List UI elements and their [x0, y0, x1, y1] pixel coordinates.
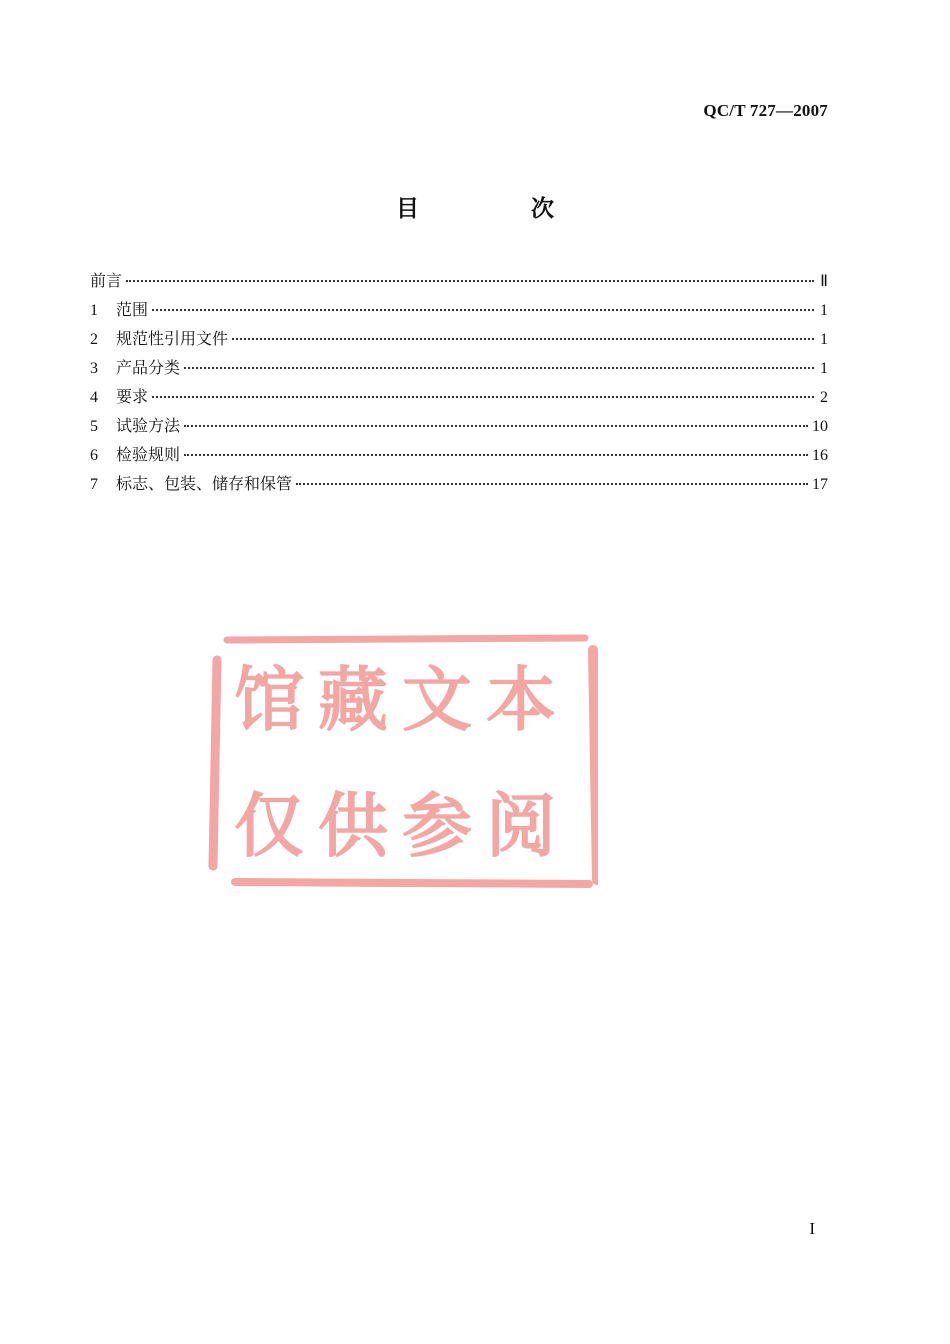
toc-leader-dots: [184, 454, 808, 456]
toc-entry-number: 6: [90, 447, 98, 464]
stamp-line-1: 馆藏文本: [234, 659, 570, 741]
toc-entry-page: 17: [812, 476, 828, 493]
toc-entry-number: 7: [90, 476, 98, 493]
toc-entry-page: 1: [820, 360, 828, 377]
toc-entry-page: 2: [820, 389, 828, 406]
archive-stamp: [205, 634, 598, 888]
toc-entry-test-methods[interactable]: [90, 413, 828, 442]
toc-entry-page: 16: [812, 447, 828, 464]
toc-entry-scope[interactable]: [90, 297, 828, 326]
toc-entry-foreword[interactable]: [90, 268, 828, 297]
toc-entry-text: 标志、包装、储存和保管: [116, 474, 293, 493]
toc-entry-page: Ⅱ: [820, 273, 828, 290]
toc-entry-page: 1: [820, 331, 828, 348]
stamp-line-2: 仅供参阅: [234, 785, 570, 867]
toc-entry-text: 试验方法: [116, 416, 181, 435]
toc-entry-text: 检验规则: [116, 445, 181, 464]
toc-entry-text: 规范性引用文件: [116, 329, 229, 348]
toc-leader-dots: [232, 338, 814, 340]
toc-entry-inspection-rules[interactable]: [90, 442, 828, 471]
toc-entry-number: 1: [90, 302, 98, 319]
toc-entry-marking-packaging[interactable]: [90, 471, 828, 500]
toc-leader-dots: [152, 396, 814, 398]
toc-leader-dots: [296, 483, 808, 485]
toc-leader-dots: [184, 367, 814, 369]
toc-entry-number: 5: [90, 418, 98, 435]
toc-entry-text: 前言: [90, 271, 123, 290]
standard-code: QC/T 727—2007: [703, 101, 828, 120]
toc-leader-dots: [126, 280, 814, 282]
toc-title: 目 次: [395, 196, 606, 222]
toc-leader-dots: [152, 309, 814, 311]
toc-entry-page: 1: [820, 302, 828, 319]
toc-entry-requirements[interactable]: [90, 384, 828, 413]
toc-entry-normative-references[interactable]: [90, 326, 828, 355]
table-of-contents: [90, 268, 828, 500]
toc-entry-page: 10: [812, 418, 828, 435]
toc-entry-text: 产品分类: [116, 358, 181, 377]
page-number: I: [809, 1219, 815, 1238]
toc-entry-classification[interactable]: [90, 355, 828, 384]
toc-entry-number: 4: [90, 389, 98, 406]
toc-entry-text: 要求: [116, 387, 149, 406]
toc-entry-text: 范围: [116, 300, 149, 319]
toc-entry-number: 2: [90, 331, 98, 348]
toc-entry-number: 3: [90, 360, 98, 377]
toc-leader-dots: [184, 425, 808, 427]
